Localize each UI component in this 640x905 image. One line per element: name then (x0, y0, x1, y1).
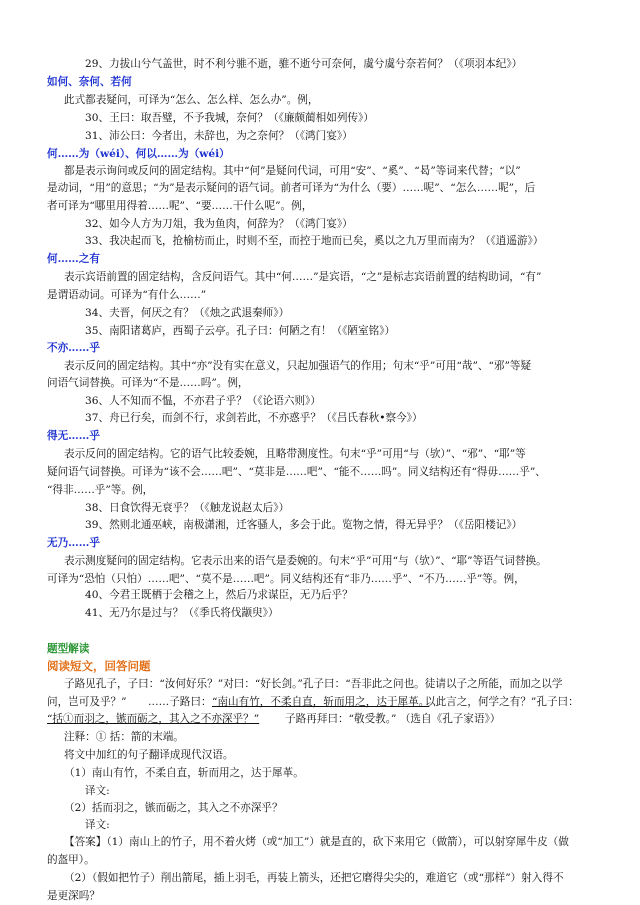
annotation: 注释：① 括：箭的末端。 (64, 730, 184, 743)
example-32: 32、如今人方为刀俎，我为鱼肉，何辞为？（《鸿门宴》） (85, 218, 353, 231)
paragraph-line: 是动词，“用”的意思；“为”是表示疑问的语气词。前者可译为“为什么（要）……呢”、“怎么……呢”，后 (47, 182, 536, 195)
paragraph-line: 问语气词替换。可译为“不是……吗”。例， (47, 377, 249, 390)
passage-fragment: 以此言之，何学之有？”孔子曰： (425, 695, 579, 708)
example-33: 33、我决起而飞，抢榆枋而止，时则不至，而控于地而已矣，奚以之九万里而南为？（《逍遥游》） (85, 235, 544, 248)
example-30: 30、王曰：取吾璧，不予我城，奈何？（《廉颇蔺相如列传》） (85, 111, 374, 124)
paragraph-line: 表示宾语前置的固定结构，含反问语气。其中“何……”是宾语，“之”是标志宾语前置的结构助词，“有” (64, 270, 542, 283)
example-34: 34、夫晋，何厌之有？（《烛之武退秦师》） (85, 306, 290, 319)
example-40: 40、今君王既栖于会稽之上，然后乃求谋臣，无乃后乎？ (85, 589, 353, 602)
example-38: 38、日食饮得无衰乎？（《触龙说赵太后》） (85, 501, 290, 514)
example-41: 41、无乃尔是过与？（《季氏将伐颛臾》） (85, 607, 279, 620)
paragraph-line: 可译为“恐怕（只怕）……吧”、“莫不是……吧”。同义结构还有“非乃……乎”、“不乃……乎”等。例， (47, 572, 525, 585)
example-31: 31、沛公曰：今者出，未辞也，为之奈何？（《鸿门宴》） (85, 129, 353, 142)
answer-line: 【答案】（1）南山上的竹子，用不着火烤（或“加工”）就是直的，砍下来用它（做箭），可以射穿犀牛皮（做 (64, 836, 569, 849)
paragraph-line: “得非……乎”等。例， (47, 483, 154, 496)
paragraph-line: 表示反问的固定结构。它的语气比较委婉，且略带测度性。句末“乎”可用“与（欤）”、“邪”、“耶”等 (64, 448, 526, 461)
paragraph-line: 疑问语气词替换。可译为“该不会……吧”、“莫非是……吧”、“能不……吗”。同义结构还有“得毋……乎”、 (47, 466, 546, 478)
translation-label: 译文: (85, 784, 110, 797)
example-39: 39、然则北通巫峡，南极潇湘，迁客骚人，多会于此。览物之情，得无异乎？（《岳阳楼记》） (85, 518, 523, 531)
highlighted-sentence-1: “南山有竹，不柔自直，斩而用之，达于犀革。 (212, 695, 430, 708)
example-29: 29、力拔山兮气盖世，时不利兮骓不逝，骓不逝兮可奈何，虞兮虞兮奈若何？（《项羽本纪》） (85, 58, 523, 70)
highlighted-sentence-2: “括①而羽之，镞而砺之，其入之不亦深乎？” (47, 712, 260, 725)
answer-line: 是更深吗？ (47, 890, 100, 902)
heading-he-zhi-you: 何……之有 (47, 253, 100, 265)
question-2: （2）括而羽之，镞而砺之，其入之不亦深乎？ (64, 802, 283, 815)
paragraph-line: 都是表示询问或反问的固定结构。其中“何”是疑问代词，可用“安”、“奚”、“曷”等词来代替；“以” (64, 164, 521, 177)
passage-line: 子路见孔子，子曰：“汝何好乐？”对曰：“好长剑。”孔子曰：“吾非此之问也。徒请以子之所能，而加之以学 (64, 678, 563, 690)
example-36: 36、人不知而不愠，不亦君子乎？（《论语六则》） (85, 395, 321, 408)
paragraph-line: 此式都表疑问，可译为“怎么、怎么样、怎么办”。例， (64, 93, 319, 106)
exercise-title: 阅读短文，回答问题 (47, 659, 151, 674)
example-35: 35、南阳诸葛庐，西蜀子云亭。孔子曰：何陋之有！（《陋室铭》） (85, 324, 396, 337)
translation-label: 译文: (85, 819, 110, 832)
paragraph-line: 表示测度疑问的固定结构。它表示出来的语气是委婉的。句末“乎”可用“与（欤）”、“耶”等语气词替换。 (64, 554, 547, 567)
example-37: 37、舟已行矣，而剑不行，求剑若此，不亦惑乎？（《吕氏春秋•察今》） (85, 412, 423, 425)
heading-ruhe-naihe: 如何、奈何、若何 (47, 75, 132, 88)
heading-bu-yi-hu: 不亦……乎 (47, 341, 100, 354)
answer-line: （2）（假如把竹子）削出箭尾，插上羽毛，再装上箭头，还把它磨得尖尖的，难道它（或“那样”）射入得不 (64, 872, 564, 885)
passage-fragment: 子路再拜曰：“敬受教。” （选自《孔子家语》） (285, 712, 501, 725)
question-instruction: 将文中加红的句子翻译成现代汉语。 (64, 748, 234, 761)
passage-fragment: ……子路曰： (148, 695, 212, 708)
paragraph-line: 表示反问的固定结构。其中“亦”没有实在意义，只起加强语气的作用；句末“乎”可用“哉”、“邪”等疑 (64, 359, 532, 372)
passage-line: 问，岂可及乎？” (47, 695, 127, 708)
paragraph-line: 者可译为“哪里用得着……呢”、“要……干什么呢”。例， (47, 200, 313, 213)
answer-line: 的盔甲）。 (47, 854, 95, 867)
heading-wu-nai-hu: 无乃……乎 (47, 536, 100, 549)
paragraph-line: 是谓语动词。可译为“有什么……” (47, 288, 207, 301)
question-1: （1）南山有竹，不柔自直，斩而用之，达于犀革。 (64, 766, 304, 779)
heading-he-wei: 何……为（wéi）、何以……为（wéi） (47, 147, 230, 160)
heading-de-wu-hu: 得无……乎 (47, 430, 100, 443)
section-title: 题型解读 (47, 643, 90, 656)
